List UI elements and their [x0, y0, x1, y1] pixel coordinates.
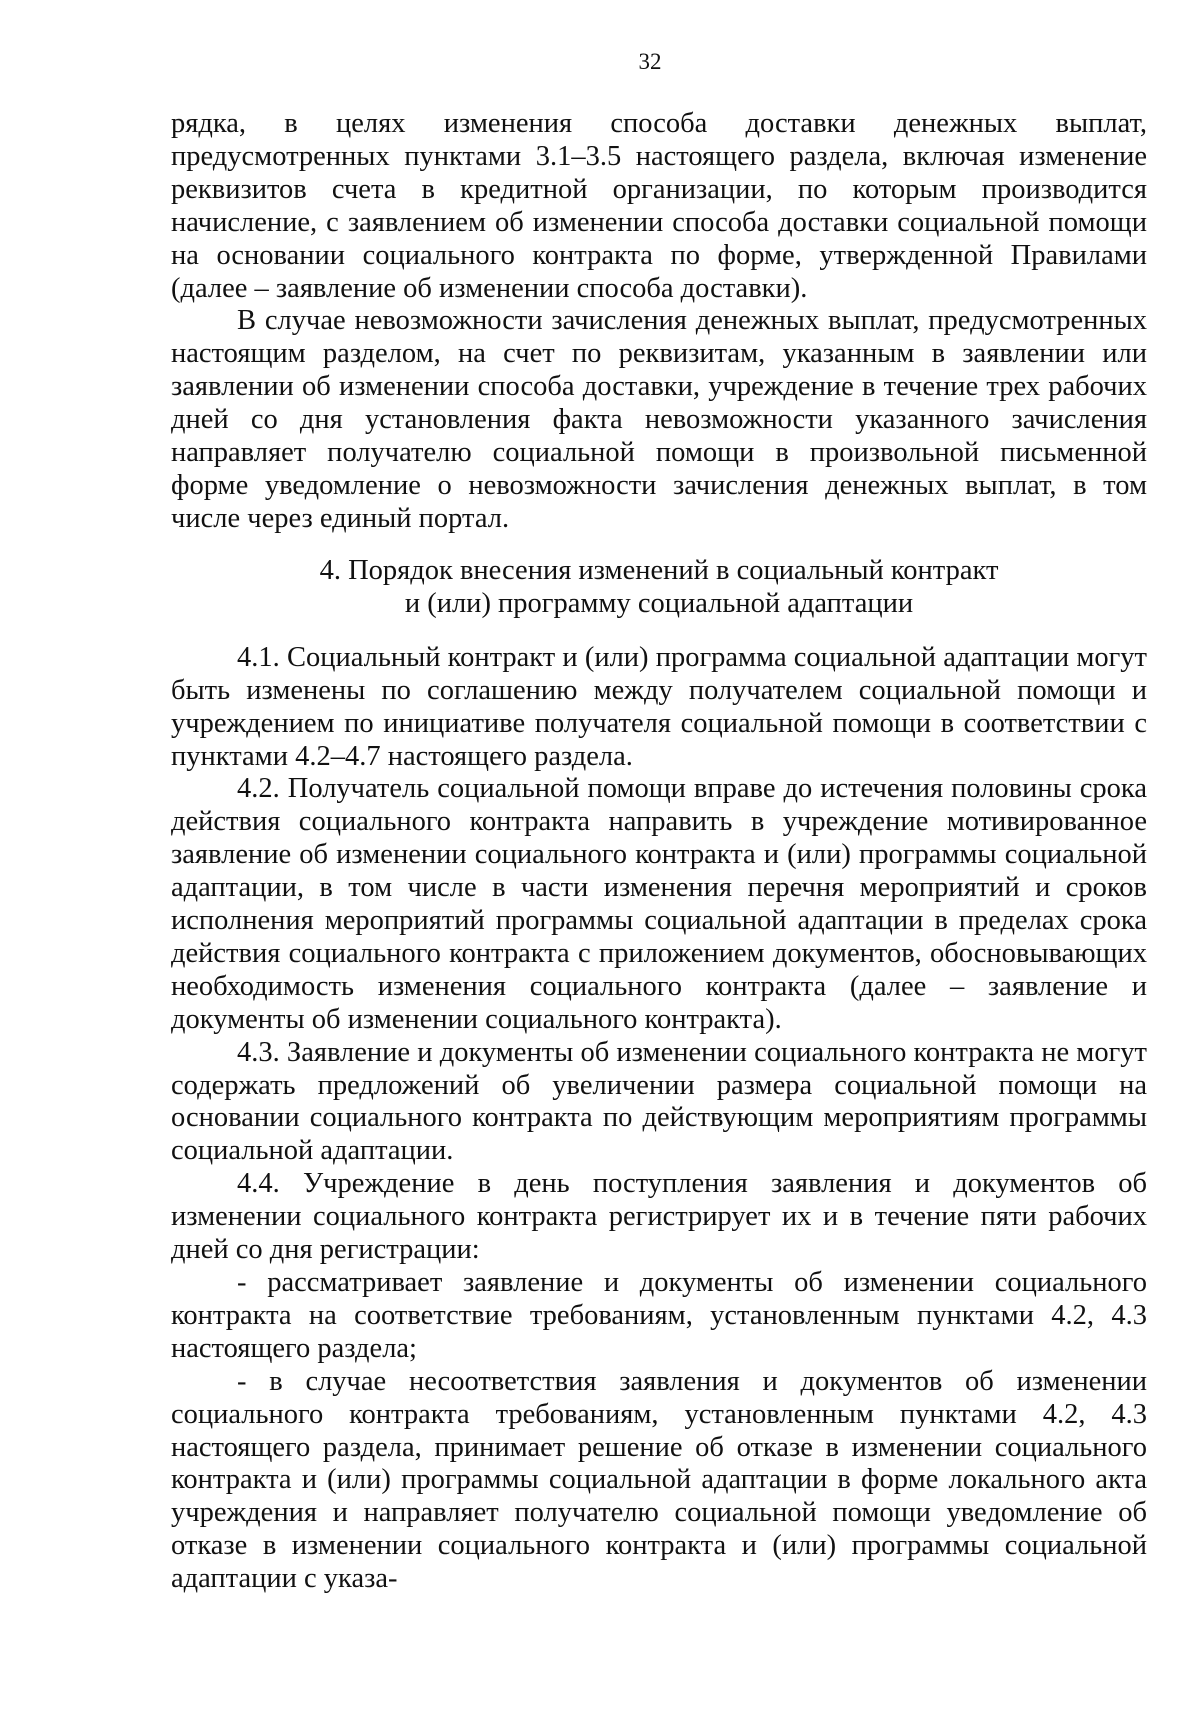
paragraph-4-4: 4.4. Учреждение в день поступления заявления и документов об изменении социального контракта регистрирует их и в течение пяти рабочих дней со дня регистрации: [171, 1168, 1147, 1266]
paragraph-4-3: 4.3. Заявление и документы об изменении социального контракта не могут содержать предложений об увеличении размера социальной помощи на основании социального контракта по действующим мероприятиям программы социальной адаптации. [171, 1036, 1147, 1167]
section-heading-line-1: 4. Порядок внесения изменений в социальный контракт [319, 554, 999, 586]
paragraph-4-1: 4.1. Социальный контракт и (или) программа социальной адаптации могут быть изменены по соглашению между получателем социальной помощи и учреждением по инициативе получателя социальной помощи в соответствии с пунктами 4.2–4.7 настоящего раздела. [171, 641, 1147, 772]
paragraph-continuation: рядка, в целях изменения способа доставки денежных выплат, предусмотренных пунктами 3.1–3.5 настоящего раздела, включая изменение реквизитов счета в кредитной организации, по которым производится начисление, с заявлением об изменении способа доставки социальной помощи на основании социального контракта по форме, утвержденной Правилами (далее – заявление об изменении способа доставки). [171, 108, 1147, 304]
list-item-refusal: - в случае несоответствия заявления и документов об изменении социального контракта требованиям, установленным пунктами 4.2, 4.3 настоящего раздела, принимает решение об отказе в изменении социального контракта и (или) программы социальной адаптации в форме локального акта учреждения и направляет получателю социальной помощи уведомление об отказе в изменении социального контракта и (или) программы социальной адаптации с указа- [171, 1365, 1147, 1595]
section-heading [171, 554, 1147, 620]
paragraph-transfer-impossibility: В случае невозможности зачисления денежных выплат, предусмотренных настоящим разделом, на счет по реквизитам, указанным в заявлении или заявлении об изменении способа доставки, учреждение в течение трех рабочих дней со дня установления факта невозможности указанного зачисления направляет получателю социальной помощи в произвольной письменной форме уведомление о невозможности зачисления денежных выплат, в том числе через единый портал. [171, 305, 1147, 534]
document-body [171, 108, 1147, 1596]
paragraph-4-2: 4.2. Получатель социальной помощи вправе до истечения половины срока действия социального контракта направить в учреждение мотивированное заявление об изменении социального контракта и (или) программы социальной адаптации, в том числе в части изменения перечня мероприятий и сроков исполнения мероприятий программы социальной адаптации в пределах срока действия социального контракта с приложением документов, обосновывающих необходимость изменения социального контракта (далее – заявление и документы об изменении социального контракта). [171, 773, 1147, 1035]
list-item-review: - рассматривает заявление и документы об изменении социального контракта на соответствие требованиям, установленным пунктами 4.2, 4.3 настоящего раздела; [171, 1267, 1147, 1364]
section-heading-line-2: и (или) программу социальной адаптации [404, 587, 914, 619]
page-number: 32 [638, 49, 662, 74]
